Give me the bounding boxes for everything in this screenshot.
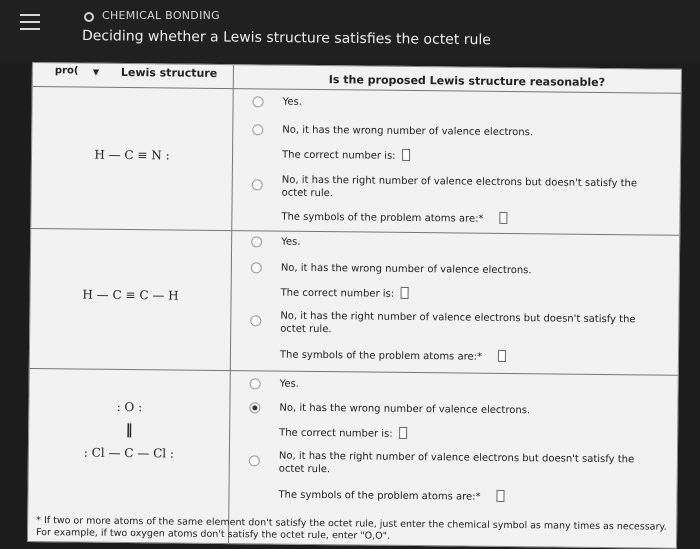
dropdown-arrow-icon[interactable]: ▼ bbox=[92, 67, 100, 77]
symbols-row: The symbols of the problem atoms are:* bbox=[238, 347, 678, 352]
symbols-row: The symbols of the problem atoms are:* bbox=[237, 487, 677, 492]
footnote: * If two or more atoms of the same element don't satisfy the octet rule, just enter the chemical symbol as many times as necessary. For example, if two oxygen atoms don't satisfy the octet rule, enter "O,O". bbox=[36, 515, 667, 542]
section-indicator-icon bbox=[84, 12, 94, 22]
radio-wrong-electrons[interactable] bbox=[251, 262, 262, 273]
radio-yes[interactable] bbox=[251, 236, 262, 247]
symbols-input[interactable] bbox=[497, 490, 505, 502]
lewis-structure-cocl2-oxygen: : O : bbox=[116, 399, 143, 415]
table-row bbox=[30, 229, 679, 376]
lewis-structure-hcn: H — C ≡ N : bbox=[94, 147, 170, 163]
radio-octet[interactable] bbox=[250, 315, 261, 326]
option-yes[interactable]: Yes. bbox=[238, 377, 678, 382]
section-label: CHEMICAL BONDING bbox=[102, 9, 220, 22]
option-wrong-electrons[interactable]: No, it has the wrong number of valence electrons. bbox=[239, 261, 679, 266]
radio-octet[interactable] bbox=[252, 179, 263, 190]
column-header-lewis: Lewis structure bbox=[120, 65, 218, 80]
header bbox=[0, 0, 700, 62]
radio-octet[interactable] bbox=[249, 455, 260, 466]
lewis-structure-cocl2: : Cl — C — Cl : bbox=[83, 445, 175, 461]
correct-number-input[interactable] bbox=[402, 149, 410, 161]
table-row bbox=[28, 369, 677, 516]
column-header-question: Is the proposed Lewis structure reasonable? bbox=[328, 73, 606, 90]
page-title: Deciding whether a Lewis structure satisfies the octet rule bbox=[81, 28, 491, 49]
question-table bbox=[27, 62, 682, 549]
correct-number-row: The correct number is: bbox=[237, 425, 677, 430]
option-wrong-electrons[interactable]: No, it has the wrong number of valence electrons. bbox=[240, 123, 680, 128]
symbols-row: The symbols of the problem atoms are:* bbox=[239, 209, 679, 214]
option-yes[interactable]: Yes. bbox=[239, 235, 679, 240]
correct-number-row: The correct number is: bbox=[239, 285, 679, 290]
option-yes[interactable]: Yes. bbox=[241, 95, 681, 100]
radio-wrong-electrons[interactable] bbox=[252, 124, 263, 135]
option-octet[interactable]: No, it has the right number of valence electrons but doesn't satisfy the octet rule. bbox=[237, 449, 677, 454]
symbols-input[interactable] bbox=[499, 212, 507, 224]
lewis-structure-hcch: H — C ≡ C — H bbox=[82, 287, 179, 303]
symbols-input[interactable] bbox=[498, 350, 506, 362]
option-octet[interactable]: No, it has the right number of valence electrons but doesn't satisfy the octet rule. bbox=[238, 309, 678, 314]
column-header-proposed: pro( bbox=[54, 65, 79, 77]
correct-number-row: The correct number is: bbox=[240, 147, 680, 152]
radio-wrong-electrons[interactable] bbox=[249, 402, 260, 413]
radio-yes[interactable] bbox=[253, 96, 264, 107]
double-bond: ‖ bbox=[125, 422, 133, 439]
table-row bbox=[31, 87, 680, 236]
option-octet[interactable]: No, it has the right number of valence electrons but doesn't satisfy the octet rule. bbox=[240, 173, 680, 178]
option-wrong-electrons[interactable]: No, it has the wrong number of valence electrons. bbox=[237, 401, 677, 406]
correct-number-input[interactable] bbox=[400, 287, 408, 299]
menu-icon[interactable] bbox=[20, 14, 40, 32]
radio-yes[interactable] bbox=[250, 378, 261, 389]
correct-number-input[interactable] bbox=[399, 427, 407, 439]
